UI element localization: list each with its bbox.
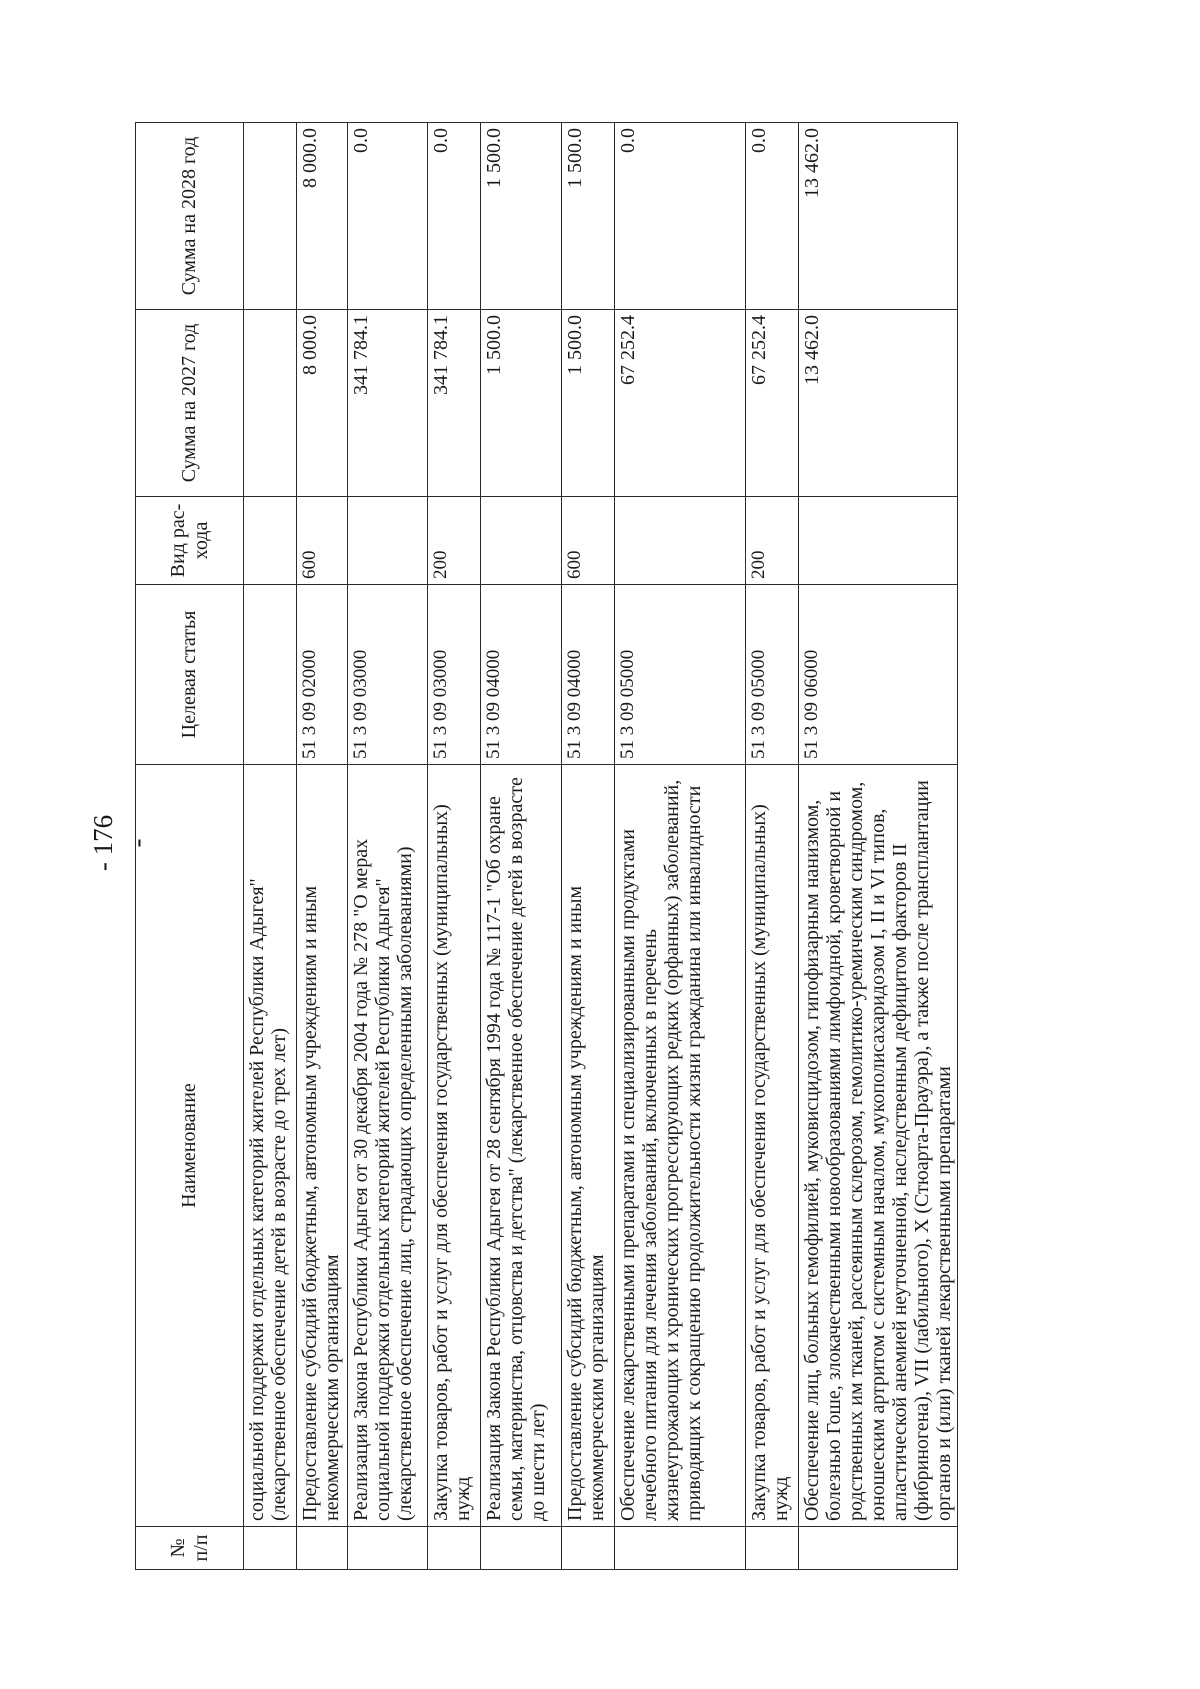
cell-num xyxy=(348,1527,428,1570)
cell-sum-2027: 13 462.0 xyxy=(799,310,958,497)
table-row xyxy=(244,123,297,1570)
cell-sum-2028 xyxy=(244,123,297,310)
cell-name: Закупка товаров, работ и услуг для обеспечения государственных (муниципальных) нужд xyxy=(746,765,799,1527)
rotated-table-container xyxy=(135,123,955,1570)
table-row xyxy=(799,123,958,1570)
table-row xyxy=(481,123,562,1570)
cell-kind: 200 xyxy=(746,497,799,585)
page-number: - 176 - xyxy=(88,814,152,872)
cell-num xyxy=(428,1527,481,1570)
header-code: Целевая статья xyxy=(136,585,244,765)
cell-sum-2027: 8 000.0 xyxy=(297,310,348,497)
cell-code: 51 3 09 04000 xyxy=(481,585,562,765)
cell-name: Предоставление субсидий бюджетным, автономным учреждениям и иным некоммерческим организациям xyxy=(297,765,348,1527)
cell-name: Реализация Закона Республики Адыгея от 28 сентября 1994 года № 117-1 "Об охране семьи, материнства, отцовства и детства" (лекарственное обеспечение детей в возрасте до шести лет) xyxy=(481,765,562,1527)
cell-name: Реализация Закона Республики Адыгея от 30 декабря 2004 года № 278 "О мерах социальной поддержки отдельных категорий жителей Республики Адыгея" (лекарственное обеспечение лиц, страдающих определенными заболеваниями) xyxy=(348,765,428,1527)
cell-name: Обеспечение лекарственными препаратами и специализированными продуктами лечебного питания для лечения заболеваний, включенных в перечень жизнеугрожающих и хронических прогрессирующих редких (орфанных) заболеваний, приводящих к сокращению продолжительности жизни гражданина или инвалидности xyxy=(615,765,746,1527)
header-num: № п/п xyxy=(136,1527,244,1570)
cell-sum-2027: 341 784.1 xyxy=(428,310,481,497)
cell-code: 51 3 09 02000 xyxy=(297,585,348,765)
header-name: Наименование xyxy=(136,765,244,1527)
cell-kind: 600 xyxy=(562,497,615,585)
cell-code xyxy=(244,585,297,765)
cell-num xyxy=(244,1527,297,1570)
cell-sum-2028: 0.0 xyxy=(428,123,481,310)
cell-num xyxy=(746,1527,799,1570)
cell-code: 51 3 09 03000 xyxy=(348,585,428,765)
table-row xyxy=(348,123,428,1570)
cell-num xyxy=(615,1527,746,1570)
cell-code: 51 3 09 05000 xyxy=(615,585,746,765)
budget-table xyxy=(135,122,958,1570)
cell-kind xyxy=(348,497,428,585)
cell-num xyxy=(297,1527,348,1570)
cell-num xyxy=(799,1527,958,1570)
cell-sum-2028: 0.0 xyxy=(615,123,746,310)
cell-sum-2027: 67 252.4 xyxy=(746,310,799,497)
cell-kind xyxy=(615,497,746,585)
header-sum-2027: Сумма на 2027 год xyxy=(136,310,244,497)
cell-kind: 600 xyxy=(297,497,348,585)
cell-name: Закупка товаров, работ и услуг для обеспечения государственных (муниципальных) нужд xyxy=(428,765,481,1527)
cell-sum-2028: 0.0 xyxy=(348,123,428,310)
cell-kind xyxy=(481,497,562,585)
cell-code: 51 3 09 04000 xyxy=(562,585,615,765)
table-row xyxy=(746,123,799,1570)
cell-sum-2027 xyxy=(244,310,297,497)
cell-sum-2028: 13 462.0 xyxy=(799,123,958,310)
cell-kind xyxy=(799,497,958,585)
cell-kind xyxy=(244,497,297,585)
cell-sum-2028: 0.0 xyxy=(746,123,799,310)
table-row xyxy=(428,123,481,1570)
table-row xyxy=(562,123,615,1570)
header-kind: Вид рас- хода xyxy=(136,497,244,585)
cell-code: 51 3 09 05000 xyxy=(746,585,799,765)
cell-sum-2027: 67 252.4 xyxy=(615,310,746,497)
cell-name: социальной поддержки отдельных категорий жителей Республики Адыгея" (лекарственное обеспечение детей в возрасте до трех лет) xyxy=(244,765,297,1527)
cell-sum-2028: 8 000.0 xyxy=(297,123,348,310)
cell-sum-2028: 1 500.0 xyxy=(481,123,562,310)
header-sum-2028: Сумма на 2028 год xyxy=(136,123,244,310)
cell-code: 51 3 09 06000 xyxy=(799,585,958,765)
cell-name: Обеспечение лиц, больных гемофилией, муковисцидозом, гипофизарным нанизмом, болезнью Гоше, злокачественными новообразованиями лимфоидной, кроветворной и родственных им тканей, рассеянным склерозом, гемолитико-уремическим синдромом, юношеским артритом с системным началом, мукополисахаридозом I, II и VI типов, апластической анемией неуточненной, наследственным дефицитом факторов II (фибриногена), VII (лабильного), X (Стюарта-Прауэра), а также после трансплантации органов и (или) тканей лекарственными препаратами xyxy=(799,765,958,1527)
table-row xyxy=(297,123,348,1570)
table-header-row xyxy=(136,123,244,1570)
cell-sum-2027: 1 500.0 xyxy=(481,310,562,497)
cell-code: 51 3 09 03000 xyxy=(428,585,481,765)
cell-sum-2028: 1 500.0 xyxy=(562,123,615,310)
table-row xyxy=(615,123,746,1570)
cell-kind: 200 xyxy=(428,497,481,585)
cell-name: Предоставление субсидий бюджетным, автономным учреждениям и иным некоммерческим организациям xyxy=(562,765,615,1527)
cell-num xyxy=(562,1527,615,1570)
cell-sum-2027: 1 500.0 xyxy=(562,310,615,497)
cell-sum-2027: 341 784.1 xyxy=(348,310,428,497)
cell-num xyxy=(481,1527,562,1570)
